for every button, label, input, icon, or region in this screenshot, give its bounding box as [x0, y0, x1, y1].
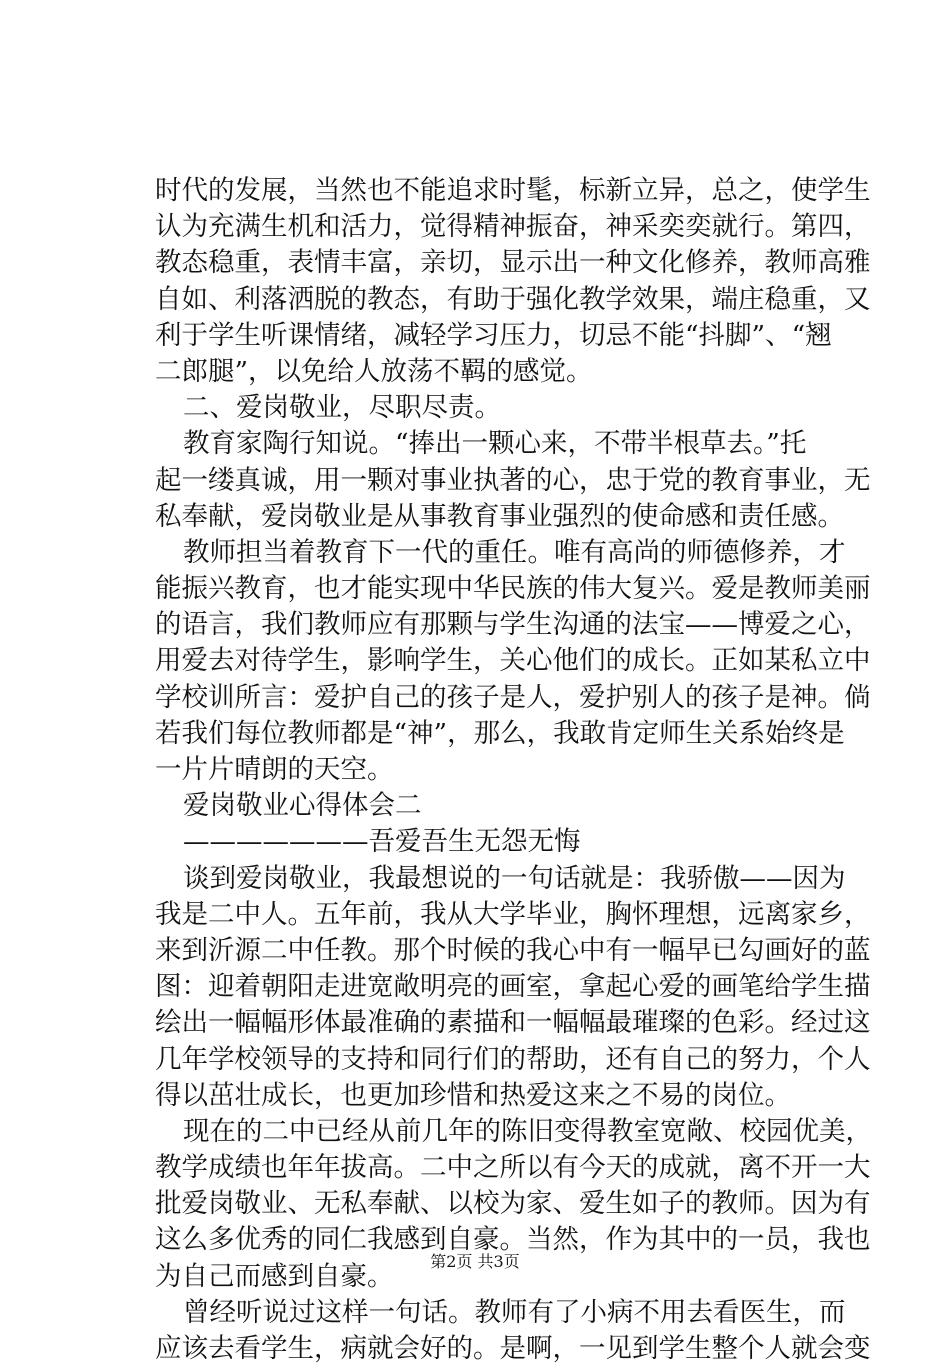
text-line: 学校训所言：爱护自己的孩子是人，爱护别人的孩子是神。倘: [155, 681, 871, 713]
text-line: 用爱去对待学生，影响学生，关心他们的成长。正如某私立中: [155, 645, 871, 677]
page-footer: 第2页 共3页: [430, 1252, 520, 1271]
text-line: 若我们每位教师都是“神”，那么，我敢肯定师生关系始终是: [155, 717, 845, 749]
text-line: 图：迎着朝阳走进宽敞明亮的画室，拿起心爱的画笔给学生描: [155, 971, 871, 1003]
text-line: 私奉献，爱岗敬业是从事教育事业强烈的使命感和责任感。: [155, 500, 844, 532]
text-line: 教育家陶行知说。“捧出一颗心来，不带半根草去。”托: [183, 428, 807, 460]
text-line: 应该去看学生，病就会好的。是啊，一见到学生整个人就会变: [155, 1333, 871, 1364]
section-heading: 二、爱岗敬业，尽职尽责。: [183, 392, 501, 424]
text-line: 时代的发展，当然也不能追求时髦，标新立异，总之，使学生: [155, 175, 871, 206]
text-line: 起一缕真诚，用一颗对事业执著的心，忠于党的教育事业，无: [155, 464, 871, 496]
document-body: [155, 173, 872, 1367]
text-line: 几年学校领导的支持和同行们的帮助，还有自己的努力，个人: [155, 1043, 871, 1075]
text-line: 来到沂源二中任教。那个时候的我心中有一幅早已勾画好的蓝: [155, 934, 871, 966]
text-line: 曾经听说过这样一句话。教师有了小病不用去看医生，而: [183, 1296, 846, 1328]
text-line: 教学成绩也年年拔高。二中之所以有今天的成就，离不开一大: [155, 1152, 871, 1184]
text-line: 批爱岗敬业、无私奉献、以校为家、爱生如子的教师。因为有: [155, 1188, 871, 1220]
text-line: 我是二中人。五年前，我从大学毕业，胸怀理想，远离家乡，: [155, 898, 871, 930]
text-line: 教态稳重，表情丰富，亲切，显示出一种文化修养，教师高雅: [155, 247, 871, 279]
text-line: 为自己而感到自豪。: [155, 1260, 394, 1292]
text-line: 认为充满生机和活力，觉得精神振奋，神采奕奕就行。第四，: [155, 211, 871, 243]
text-line: 现在的二中已经从前几年的陈旧变得教室宽敞、校园优美，: [183, 1115, 872, 1147]
text-line: 利于学生听课情绪，减轻学习压力，切忌不能“抖脚”、“翘: [155, 319, 832, 351]
article-title: 爱岗敬业心得体会二: [183, 790, 422, 822]
text-line: 自如、利落洒脱的教态，有助于强化教学效果，端庄稳重，又: [155, 283, 871, 315]
text-line: 的语言，我们教师应有那颗与学生沟通的法宝——博爱之心，: [155, 609, 871, 641]
text-line: 绘出一幅幅形体最准确的素描和一幅幅最璀璨的色彩。经过这: [155, 1007, 871, 1039]
text-line: 谈到爱岗敬业，我最想说的一句话就是：我骄傲——因为: [183, 862, 846, 894]
text-line: 得以茁壮成长，也更加珍惜和热爱这来之不易的岗位。: [155, 1079, 791, 1111]
text-line: 这么多优秀的同仁我感到自豪。当然，作为其中的一员，我也: [155, 1224, 871, 1256]
text-line: 二郎腿”，以免给人放荡不羁的感觉。: [155, 355, 593, 387]
text-line: 教师担当着教育下一代的重任。唯有高尚的师德修养，才: [183, 536, 846, 568]
text-line: 能振兴教育，也才能实现中华民族的伟大复兴。爱是教师美丽: [155, 573, 871, 605]
article-subtitle: ———————吾爱吾生无怨无悔: [183, 826, 581, 858]
text-line: 一片片晴朗的天空。: [155, 754, 394, 785]
